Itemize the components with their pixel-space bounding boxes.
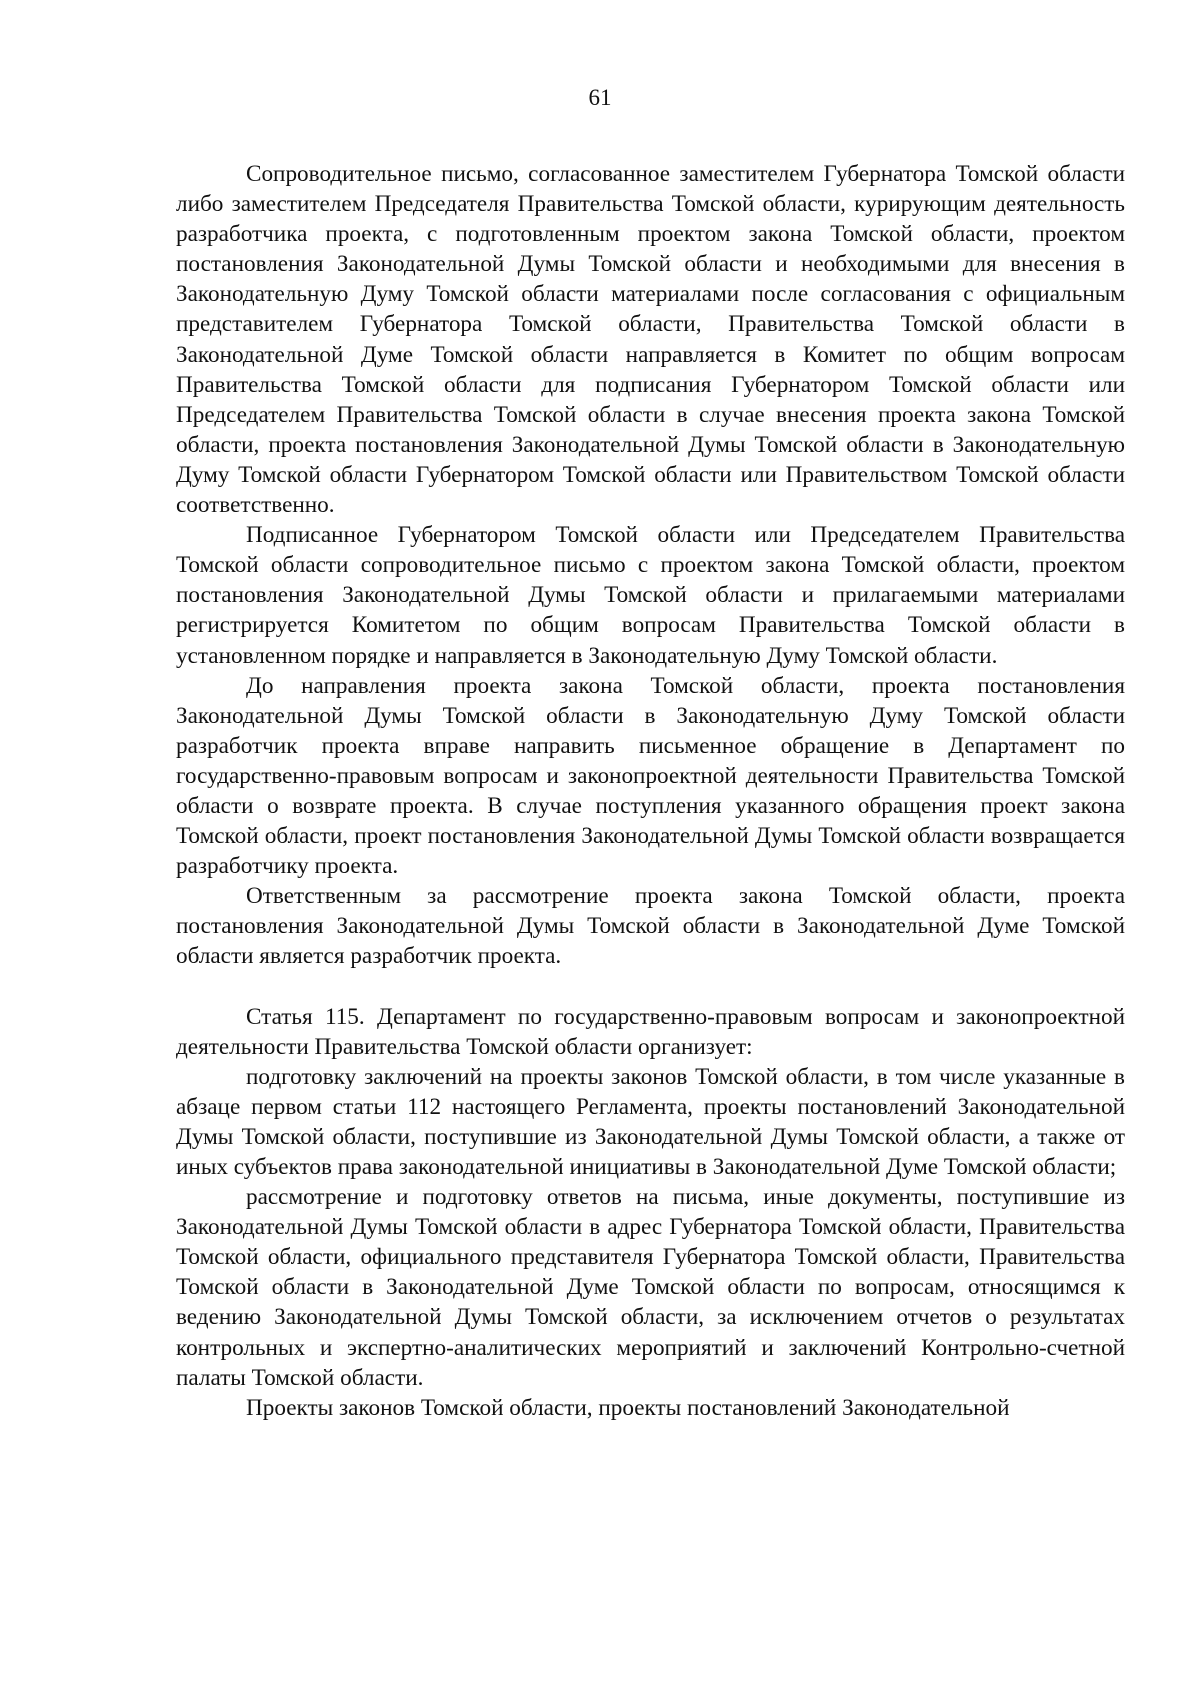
paragraph-conclusions: подготовку заключений на проекты законов Томской области, в том числе указанные в абзаце первом статьи 112 настоящего Регламента, проекты постановлений Законодательной Думы Томской области, поступившие из Законодательной Думы Томской области, а также от иных субъектов права законодательной инициативы в Законодательной Думе Томской области; [176, 1063, 1125, 1180]
paragraph-responses: рассмотрение и подготовку ответов на письма, иные документы, поступившие из Законодательной Думы Томской области в адрес Губернатора Томской области, Правительства Томской области, официального представителя Губернатора Томской области, Правительства Томской области в Законодательной Думе Томской области по вопросам, относящимся к ведению Законодательной Думы Томской области, за исключением отчетов о результатах контрольных и экспертно-аналитических мероприятий и заключений Контрольно-счетной палаты Томской области. [176, 1184, 1125, 1391]
paragraph-cover-letter: Сопроводительное письмо, согласованное заместителем Губернатора Томской области либо заместителем Председателя Правительства Томской области, курирующим деятельность разработчика проекта, с подготовленным проектом закона Томской области, проектом постановления Законодательной Думы Томской области и необходимыми для внесения в Законодательную Думу Томской области материалами после согласования с официальным представителем Губернатора Томской области, Правительства Томской области в Законодательной Думе Томской области направляется в Комитет по общим вопросам Правительства Томской области для подписания Губернатором Томской области или Председателем Правительства Томской области в случае внесения проекта закона Томской области, проекта постановления Законодательной Думы Томской области в Законодательную Думу Томской области Губернатором Томской области или Правительством Томской области соответственно. [176, 161, 1125, 519]
page-number: 61 [588, 85, 612, 110]
paragraph-projects-continued: Проекты законов Томской области, проекты постановлений Законодательной [246, 1394, 1010, 1421]
article-115-heading: Статья 115. Департамент по государственно-правовым вопросам и законопроектной деятельности Правительства Томской области организует: [176, 1003, 1125, 1060]
paragraph-signed-letter: Подписанное Губернатором Томской области или Председателем Правительства Томской области сопроводительное письмо с проектом закона Томской области, проектом постановления Законодательной Думы Томской области и прилагаемыми материалами регистрируется Комитетом по общим вопросам Правительства Томской области в установленном порядке и направляется в Законодательную Думу Томской области. [176, 522, 1125, 669]
paragraph-withdrawal: До направления проекта закона Томской области, проекта постановления Законодательной Думы Томской области в Законодательную Думу Томской области разработчик проекта вправе направить письменное обращение в Департамент по государственно-правовым вопросам и законопроектной деятельности Правительства Томской области о возврате проекта. В случае поступления указанного обращения проект закона Томской области, проект постановления Законодательной Думы Томской области возвращается разработчику проекта. [176, 672, 1125, 880]
paragraph-responsible: Ответственным за рассмотрение проекта закона Томской области, проекта постановления Законодательной Думы Томской области в Законодательной Думе Томской области является разработчик проекта. [176, 883, 1125, 970]
document-body [176, 159, 1125, 1423]
